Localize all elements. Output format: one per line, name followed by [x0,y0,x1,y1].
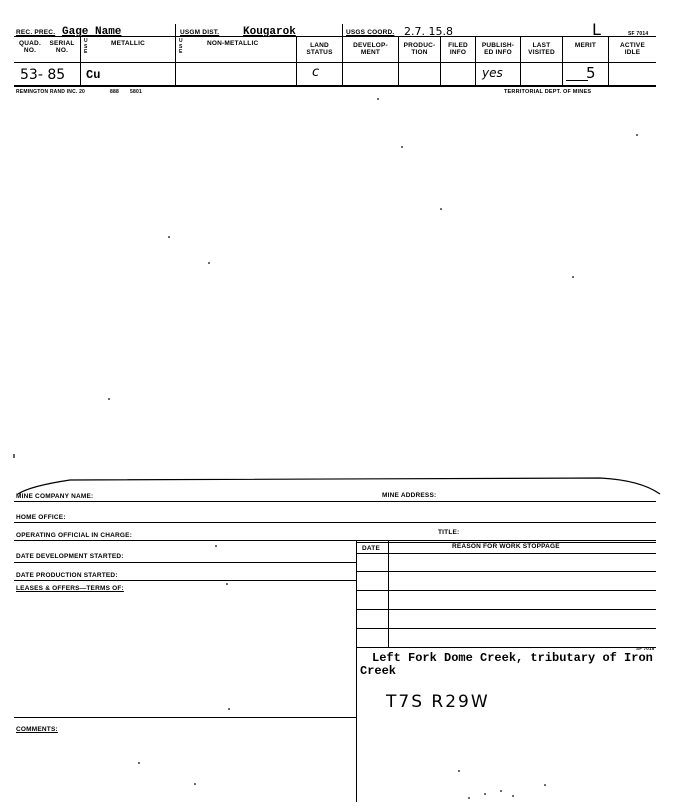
mine-company-name-label: MINE COMPANY NAME: [16,493,94,500]
col-merit: MERIT [574,42,597,49]
col-development-line2: MENT [360,49,381,56]
form-number: SF 7014 [628,31,649,37]
date-production-started-label: DATE PRODUCTION STARTED: [16,572,118,579]
col-quad [16,40,44,54]
col-filed-info-line1: FILED [448,42,468,49]
speck [168,236,170,238]
col-land-status-line1: LAND [310,42,329,49]
printer-credit: REMINGTON RAND INC. 20 [16,89,86,95]
col-land-status-line2: STATUS [306,49,333,56]
stoppage-row [356,553,656,554]
speck [208,262,210,264]
usgm-dist-value: Kougarok [243,26,296,38]
speck [108,398,110,400]
speck [544,784,546,786]
col-active-idle-line2: IDLE [624,49,641,56]
home-office-label: HOME OFFICE: [16,514,66,521]
usgs-coord-label: USGS COORD. [346,29,395,36]
rec-prec-value: Gage Name [62,26,122,38]
speck [500,790,502,792]
col-use-nonmetallic: USE [179,38,183,55]
leases-offers-label: LEASES & OFFERS—TERMS OF: [16,585,124,592]
col-quad-line1: QUAD. [19,40,41,47]
col-metallic: METALLIC [111,40,145,47]
usgm-dist-label: USGM DIST. [180,29,220,36]
rule-home-office [14,522,656,523]
stoppage-row [356,647,656,648]
speck [226,583,228,585]
stoppage-row [356,609,656,610]
speck [215,545,217,547]
col-quad-line2: NO. [23,47,37,54]
printer-code-2: 5801 [130,89,142,95]
stoppage-row [356,571,656,572]
col-production-line2: TION [411,49,428,56]
col-development [343,42,398,56]
speck [440,208,442,210]
merit-dash [566,80,588,81]
speck [138,762,140,764]
speck [484,793,486,795]
col-sep [175,24,176,85]
comments-label: COMMENTS: [16,726,58,733]
speck [377,98,379,100]
col-production [399,42,440,56]
operating-official-label: OPERATING OFFICIAL IN CHARGE: [16,532,133,539]
speck [572,276,574,278]
speck [401,146,403,148]
speck [468,797,470,799]
col-serial [46,40,78,54]
col-published-info [476,42,520,56]
col-published-info-line1: PUBLISH- [481,42,515,49]
speck [194,783,196,785]
rule-production [14,580,356,581]
published-info-value: yes [482,66,503,80]
title-label: TITLE: [438,529,460,536]
col-use-metallic: USE [84,38,88,55]
usgs-coord-value: 2.7. 15.8 [404,25,453,38]
land-status-value: c [312,65,320,80]
col-filed-info [441,42,475,56]
rule-official [14,540,656,541]
col-development-line1: DEVELOP- [353,42,388,49]
printer-code-1: 888 [110,89,119,95]
speck [512,795,514,797]
col-filed-info-line2: INFO [449,49,467,56]
date-development-started-label: DATE DEVELOPMENT STARTED: [16,553,124,560]
column-header-divider [14,62,656,63]
rule-company [14,501,656,502]
quad-serial-value: 53- 85 [20,67,66,83]
col-active-idle-line1: ACTIVE [619,42,646,49]
mine-address-label: MINE ADDRESS: [382,492,437,499]
col-non-metallic: NON-METALLIC [207,40,259,47]
col-last-visited [521,42,562,56]
township-range: T7S R29W [386,692,490,712]
col-serial-line2: NO. [55,47,69,54]
metallic-value: Cu [86,68,101,82]
form-number-lower: SF 7015 [636,646,655,651]
col-land-status [297,42,342,56]
col-last-visited-line2: VISITED [528,49,555,56]
department-name: TERRITORIAL DEPT. OF MINES [504,89,592,95]
stoppage-row [356,628,656,629]
stoppage-row [356,590,656,591]
col-sep [80,36,81,85]
stoppage-date-sep [388,540,389,648]
speck [458,770,460,772]
rec-prec-label: REC. PREC. [16,29,56,36]
merit-value: 5 [586,64,596,82]
row-bottom-border [14,85,656,87]
col-last-visited-line1: LAST [532,42,551,49]
date-column-label: DATE [362,545,381,552]
rule-comments [14,717,356,718]
corner-mark: L [592,20,601,39]
col-serial-line1: SERIAL [49,40,75,47]
col-production-line1: PRODUC- [403,42,436,49]
rule-development [14,562,356,563]
header-divider [14,36,656,37]
speck [636,134,638,136]
col-published-info-line2: ED INFO [484,49,512,56]
location-note-line2: Creek [360,664,397,678]
card-edge-curve [0,450,678,498]
reason-column-label: REASON FOR WORK STOPPAGE [452,543,560,550]
location-note-line1: Left Fork Dome Creek, tributary of Iron [372,651,653,665]
col-active-idle [609,42,656,56]
center-divider [356,540,357,802]
speck [228,708,230,710]
